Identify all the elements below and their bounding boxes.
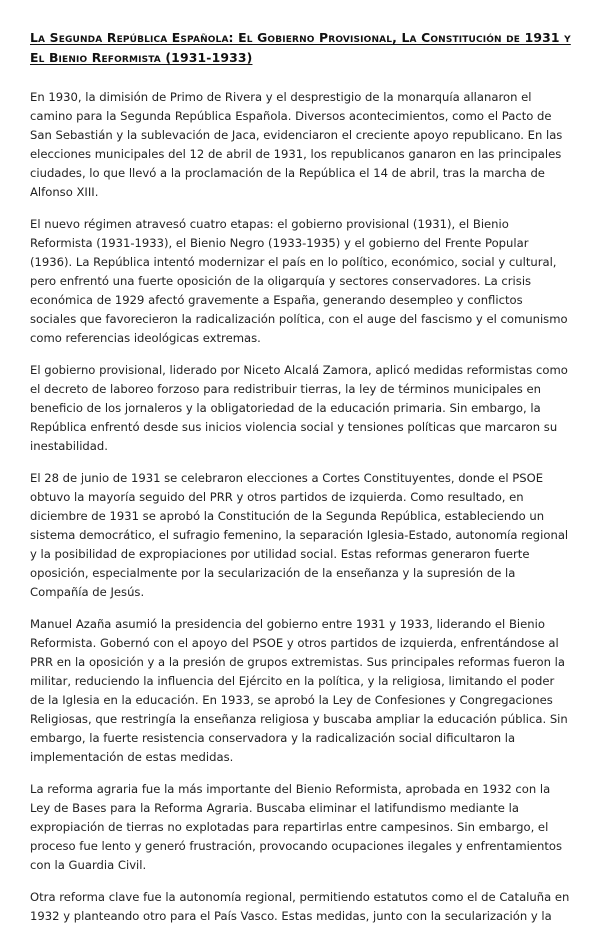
paragraph-3: El gobierno provisional, liderado por Niceto Alcalá Zamora, aplicó medidas reformistas como el decreto de laboreo forzoso para redistribuir tierras, la ley de términos municipales en beneficio de los jornaleros y la obligatoriedad de la educación primaria. Sin embargo, la República enfrentó desde sus inicios violencia social y tensiones políticas que marcaron su inestabilidad. [30,363,568,453]
paragraph-7: Otra reforma clave fue la autonomía regional, permitiendo estatutos como el de Cataluña en 1932 y planteando otro para el País Vasco. Estas medidas, junto con la secularización y la [30,890,570,923]
paragraph-4: El 28 de junio de 1931 se celebraron elecciones a Cortes Constituyentes, donde el PSOE obtuvo la mayoría seguido del PRR y otros partidos de izquierda. Como resultado, en diciembre de 1931 se aprobó la Constitución de la Segunda República, estableciendo un sistema democrático, el sufragio femenino, la separación Iglesia-Estado, autonomía regional y la posibilidad de expropiaciones por utilidad social. Estas reformas generaron fuerte oposición, especialmente por la secularización de la enseñanza y la supresión de la Compañía de Jesús. [30,471,569,599]
paragraph-6: La reforma agraria fue la más importante del Bienio Reformista, aprobada en 1932 con la Ley de Bases para la Reforma Agraria. Buscaba eliminar el latifundismo mediante la expropiación de tierras no explotadas para repartirlas entre campesinos. Sin embargo, el proceso fue lento y generó frustración, provocando ocupaciones ilegales y enfrentamientos con la Guardia Civil. [30,782,563,872]
paragraph-1: En 1930, la dimisión de Primo de Rivera y el desprestigio de la monarquía allanaron el camino para la Segunda República Española. Diversos acontecimientos, como el Pacto de San Sebastián y la sublevación de Jaca, evidenciaron el creciente apoyo republicano. En las elecciones municipales del 12 de abril de 1931, los republicanos ganaron en las principales ciudades, lo que llevó a la proclamación de la República el 14 de abril, tras la marcha de Alfonso XIII. [30,90,563,199]
paragraph-5: Manuel Azaña asumió la presidencia del gobierno entre 1931 y 1933, liderando el Bienio Reformista. Gobernó con el apoyo del PSOE y otros partidos de izquierda, enfrentándose al PRR en la oposición y a la presión de grupos extremistas. Sus principales reformas fueron la militar, reduciendo la influencia del Ejército en la política, y la religiosa, limitando el poder de la Iglesia en la educación. En 1933, se aprobó la Ley de Confesiones y Congregaciones Religiosas, que restringía la enseñanza religiosa y buscaba ampliar la educación pública. Sin embargo, la fuerte resistencia conservadora y la radicalización social dificultaron la implementación de estas medidas. [30,617,568,764]
paragraph-2: El nuevo régimen atravesó cuatro etapas: el gobierno provisional (1931), el Bienio Reformista (1931-1933), el Bienio Negro (1933-1935) y el gobierno del Frente Popular (1936). La República intentó modernizar el país en lo político, económico, social y cultural, pero enfrentó una fuerte oposición de la oligarquía y sectores conservadores. La crisis económica de 1929 afectó gravemente a España, generando desempleo y conflictos sociales que favorecieron la radicalización política, con el auge del fascismo y el comunismo como referencias ideológicas extremas. [30,217,568,345]
document-page [30,28,572,939]
document-title: La Segunda República Española: El Gobierno Provisional, La Constitución de 1931 y El Bienio Reformista (1931-1933) [30,30,571,65]
